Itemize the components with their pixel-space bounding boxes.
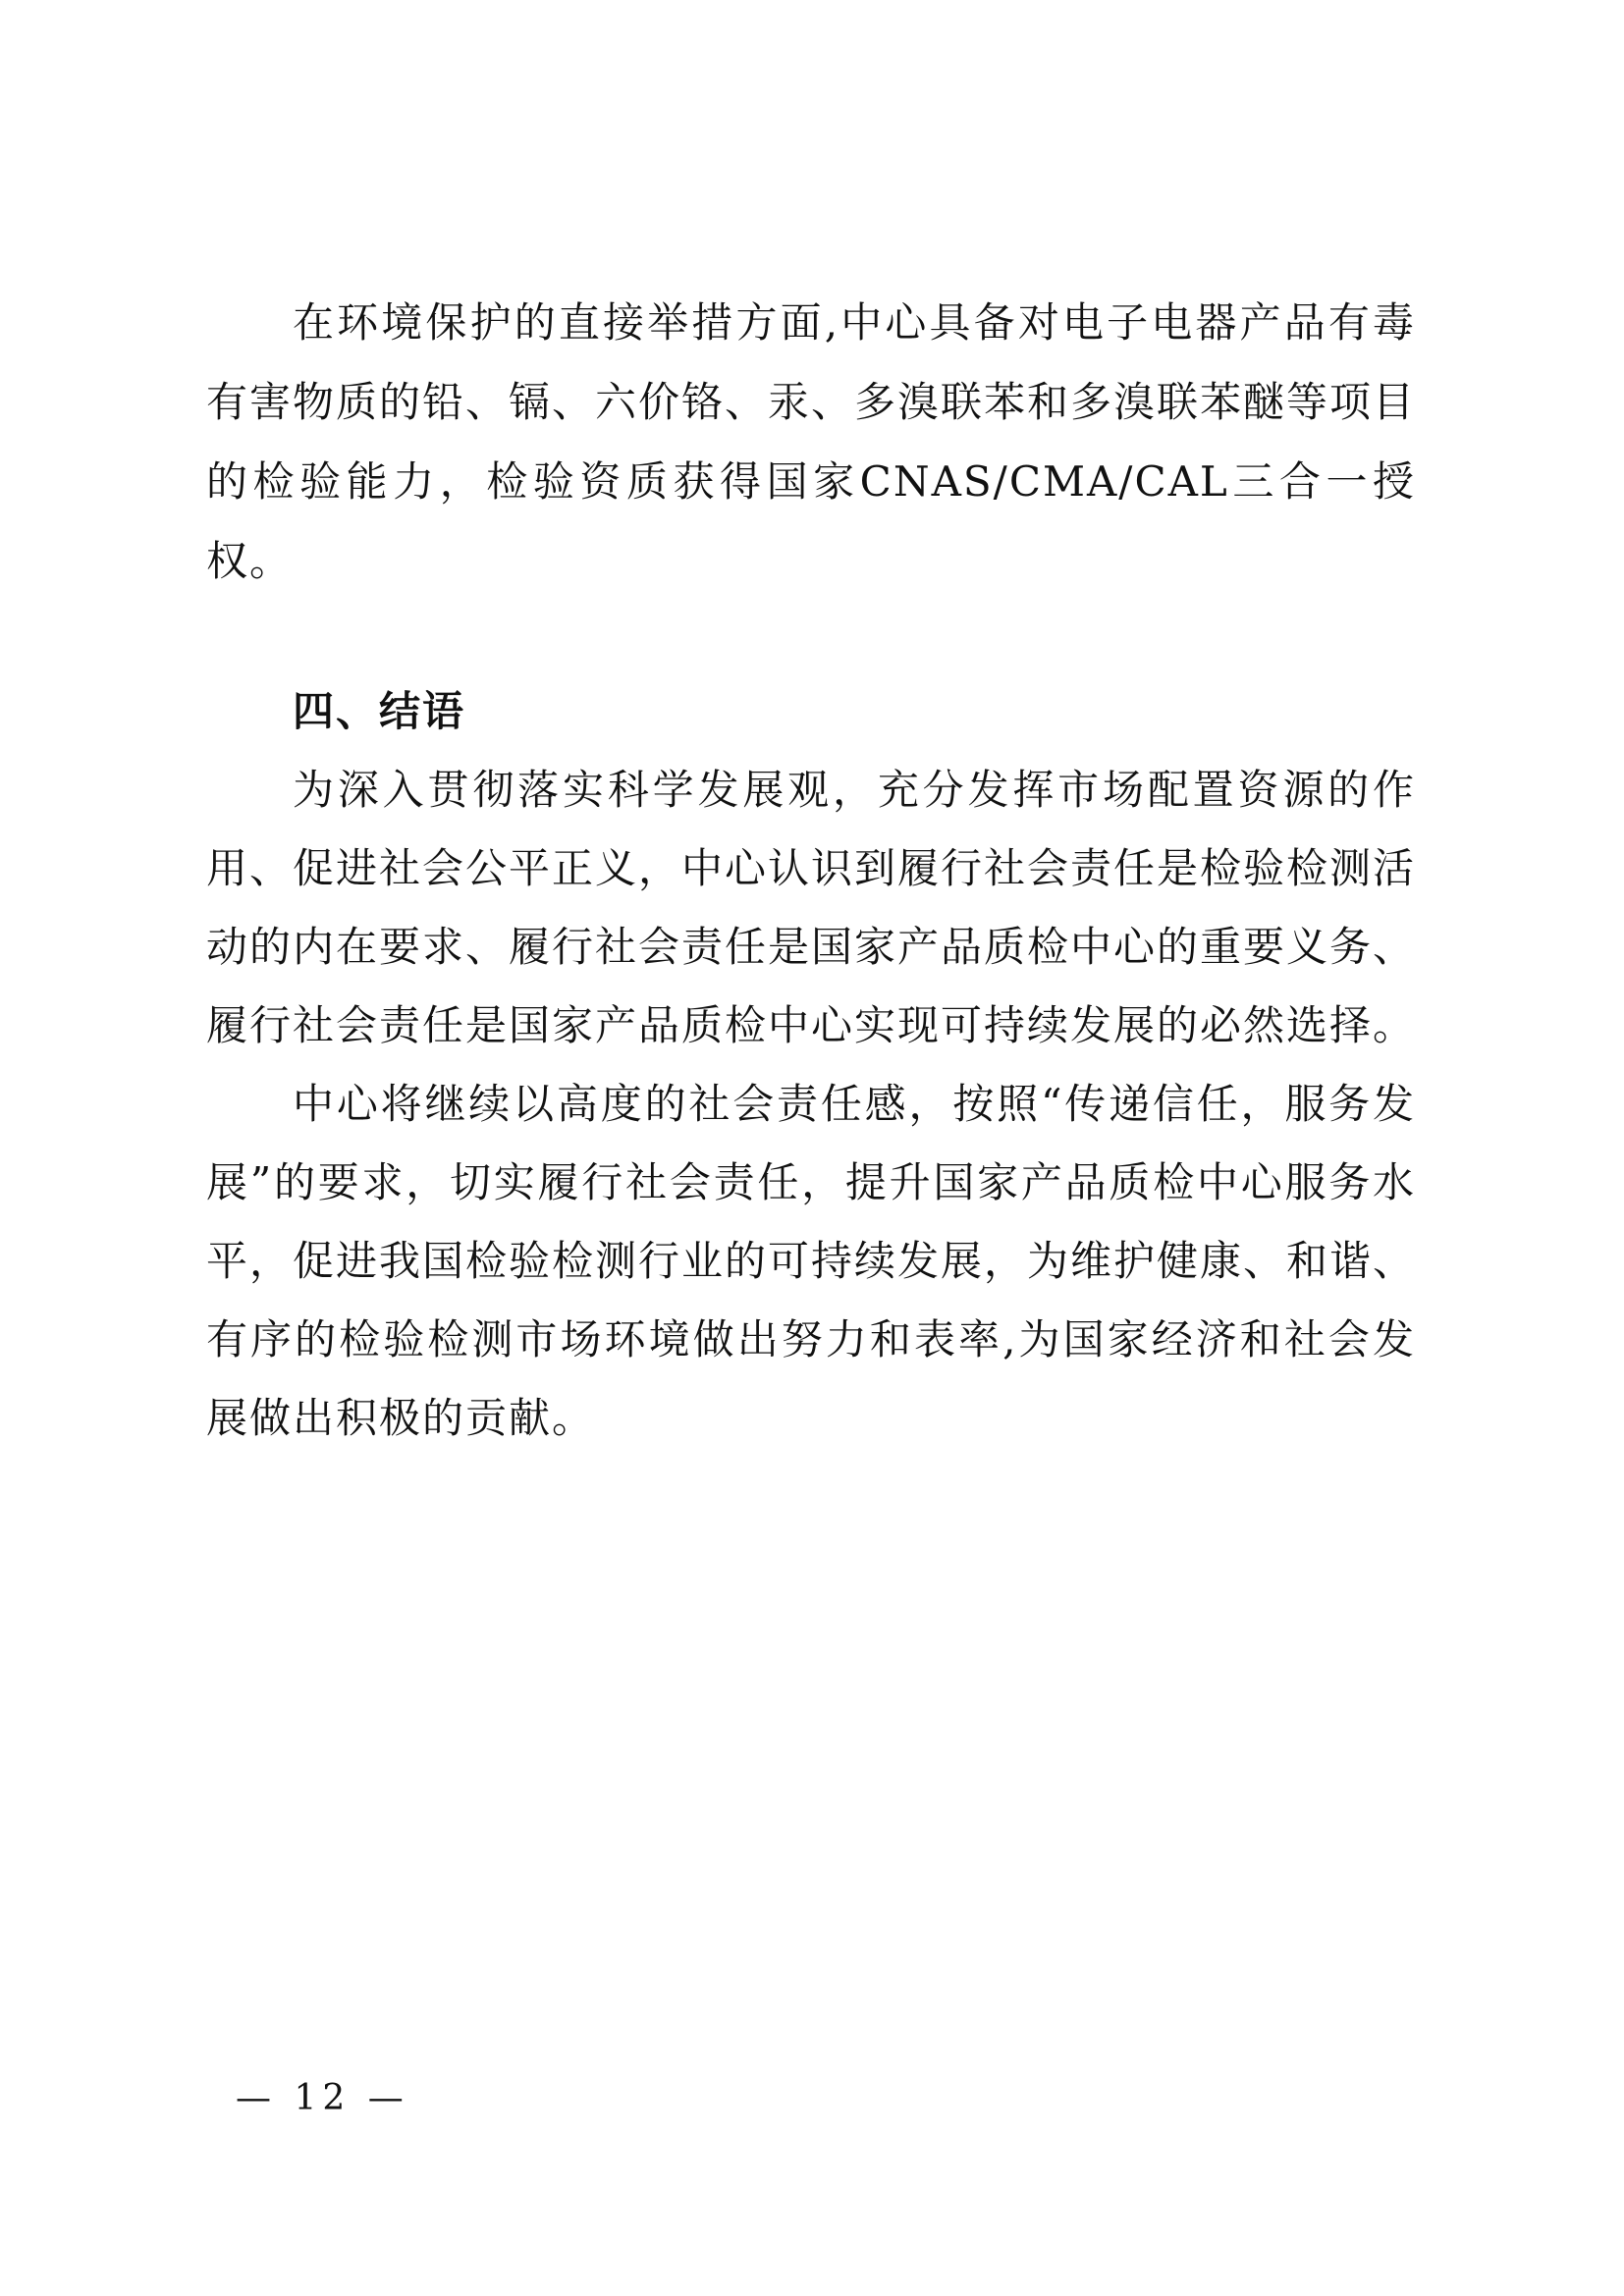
paragraph-conclusion-2: 中心将继续以高度的社会责任感，按照“传递信任，服务发展”的要求，切实履行社会责任，提升国家产品质检中心服务水平，促进我国检验检测行业的可持续发展，为维护健康、和谐、有序的检验检测市场环境做出努力和表率,为国家经济和社会发展做出积极的贡献。: [206, 1080, 1417, 1442]
page-number: — 12 —: [236, 2078, 409, 2118]
paragraph-environment-protection: 在环境保护的直接举措方面,中心具备对电子电器产品有毒有害物质的铅、镉、六价铬、汞、多溴联苯和多溴联苯醚等项目的检验能力，检验资质获得国家CNAS/CMA/CAL三合一授权。: [206, 298, 1417, 585]
section-heading-conclusion: 四、结语: [293, 687, 466, 735]
page-content: [206, 283, 1416, 1458]
paragraph-conclusion-1: 为深入贯彻落实科学发展观，充分发挥市场配置资源的作用、促进社会公平正义，中心认识到履行社会责任是检验检测活动的内在要求、履行社会责任是国家产品质检中心的重要义务、履行社会责任是国家产品质检中心实现可持续发展的必然选择。: [206, 766, 1417, 1049]
